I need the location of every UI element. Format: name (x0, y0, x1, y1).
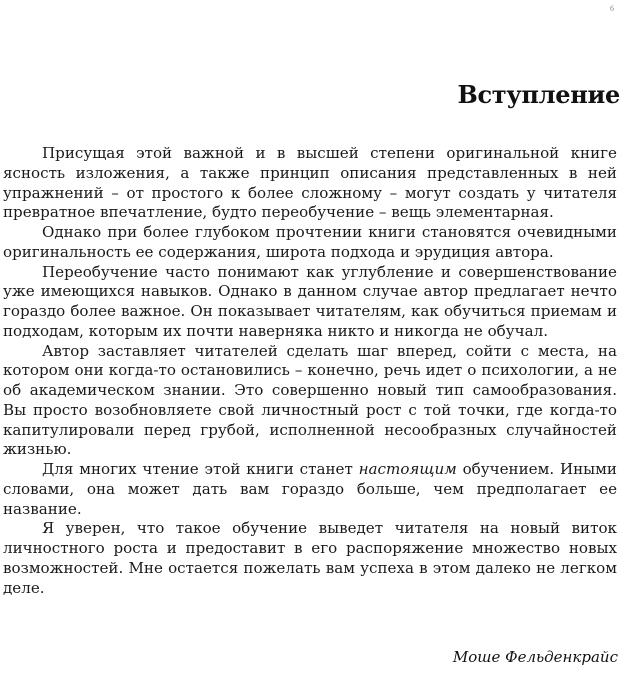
page-number: 6 (610, 4, 614, 13)
paragraph-2: Однако при более глубоком прочтении книги становятся очевидными оригинальность ее содержания, широта подхода и эрудиция автора. (3, 223, 617, 261)
paragraph-6: Я уверен, что такое обучение выведет читателя на новый виток личностного роста и предоставит в его распоряжение множество новых возможностей. Мне остается пожелать вам успеха в этом далеко не легком деле. (3, 519, 617, 597)
paragraph-4: Автор заставляет читателей сделать шаг вперед, сойти с места, на котором они когда-то остановились – конечно, речь идет о психологии, а не об академическом знании. Это совершенно новый тип самообразования. Вы просто возобновляете свой личностный рост с той точки, где когда-то капитулировали перед грубой, исполненной несообразных случайностей жизнью. (3, 341, 617, 459)
chapter-title: Вступление (457, 80, 620, 109)
paragraph-5 (3, 460, 617, 519)
body-text (3, 144, 617, 598)
paragraph-1: Присущая этой важной и в высшей степени оригинальной книге ясность изложения, а также принцип описания представленных в ней упражнений – от простого к более сложному – могут создать у читателя превратное впечатление, будто переобучение – вещь элементарная. (3, 144, 617, 222)
paragraph-5-end: обучением. Иными словами, она может дать вам гораздо больше, чем предполагает ее название. (3, 460, 617, 518)
paragraph-3: Переобучение часто понимают как углубление и совершенствование уже имеющихся навыков. Однако в данном случае автор предлагает нечто гораздо более важное. Он показывает читателям, как обучиться приемам и подходам, которым их почти наверняка никто и никогда не обучал. (3, 262, 617, 340)
paragraph-5-emphasis: настоящим (358, 460, 457, 478)
paragraph-5-start: Для многих чтение этой книги станет (42, 460, 359, 478)
author-signature: Моше Фельденкрайс (452, 648, 618, 666)
